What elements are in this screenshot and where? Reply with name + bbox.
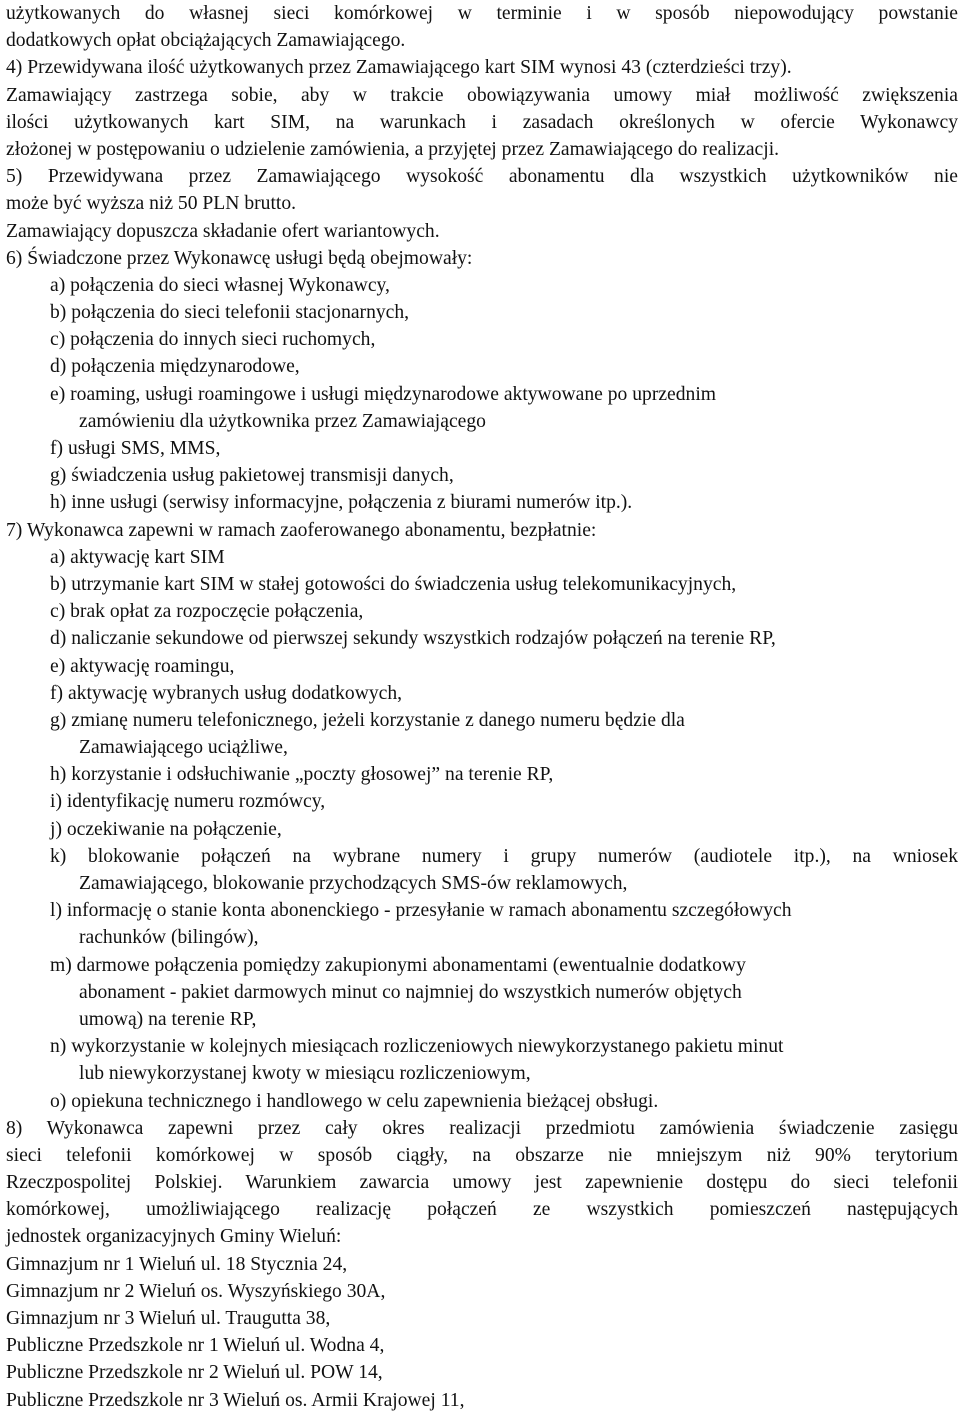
text-line: h) korzystanie i odsłuchiwanie „poczty głosowej” na terenie RP, <box>50 764 554 786</box>
text-line: e) aktywację roamingu, <box>50 655 235 677</box>
text-line: Zamawiający dopuszcza składanie ofert wariantowych. <box>6 220 440 242</box>
text-line: a) aktywację kart SIM <box>50 546 225 568</box>
text-line: ilości użytkowanych kart SIM, na warunkach i zasadach określonych w ofercie Wykonawcy <box>6 111 958 133</box>
text-line: lub niewykorzystanej kwoty w miesiącu rozliczeniowym, <box>79 1063 531 1085</box>
text-line: dodatkowych opłat obciążających Zamawiającego. <box>6 30 406 52</box>
text-line: 8) Wykonawca zapewni przez cały okres realizacji przedmiotu zamówienia świadczenie zasięgu <box>6 1117 958 1139</box>
text-line: j) oczekiwanie na połączenie, <box>50 818 282 840</box>
text-line: rachunków (bilingów), <box>79 927 259 949</box>
text-line: m) darmowe połączenia pomiędzy zakupionymi abonamentami (ewentualnie dodatkowy <box>50 954 746 976</box>
text-line: b) połączenia do sieci telefonii stacjonarnych, <box>50 302 410 324</box>
text-line: n) wykorzystanie w kolejnych miesiącach rozliczeniowych niewykorzystanego pakietu minut <box>50 1036 784 1058</box>
text-line: Publiczne Przedszkole nr 1 Wieluń ul. Wodna 4, <box>6 1335 385 1357</box>
text-line: g) świadczenia usług pakietowej transmisji danych, <box>50 465 454 487</box>
text-line: f) aktywację wybranych usług dodatkowych, <box>50 682 403 704</box>
text-line: l) informację o stanie konta abonenckiego - przesyłanie w ramach abonamentu szczegółowych <box>50 900 792 922</box>
text-line: jednostek organizacyjnych Gminy Wieluń: <box>6 1226 342 1248</box>
text-line: 4) Przewidywana ilość użytkowanych przez Zamawiającego kart SIM wynosi 43 (czterdzieści trzy). <box>6 57 792 79</box>
text-line: Rzeczpospolitej Polskiej. Warunkiem zawarcia umowy jest zapewnienie dostępu do sieci telefonii <box>6 1172 958 1194</box>
document-page <box>6 0 958 1414</box>
text-line: Zamawiającego uciążliwe, <box>79 737 288 759</box>
text-line: c) połączenia do innych sieci ruchomych, <box>50 329 376 351</box>
text-line: 5) Przewidywana przez Zamawiającego wysokość abonamentu dla wszystkich użytkowników nie <box>6 166 958 188</box>
text-line: może być wyższa niż 50 PLN brutto. <box>6 193 297 215</box>
text-line: Gimnazjum nr 2 Wieluń os. Wyszyńskiego 30A, <box>6 1280 386 1302</box>
text-line: sieci telefonii komórkowej w sposób ciągły, na obszarze nie mniejszym niż 90% terytorium <box>6 1144 958 1166</box>
text-line: Publiczne Przedszkole nr 2 Wieluń ul. POW 14, <box>6 1362 383 1384</box>
text-line: d) połączenia międzynarodowe, <box>50 356 300 378</box>
text-line: f) usługi SMS, MMS, <box>50 438 221 459</box>
text-line: Zamawiającego, blokowanie przychodzących SMS-ów reklamowych, <box>79 873 628 894</box>
text-line: umową) na terenie RP, <box>79 1008 257 1030</box>
text-line: Gimnazjum nr 1 Wieluń ul. 18 Stycznia 24, <box>6 1253 348 1275</box>
text-line: o) opiekuna technicznego i handlowego w celu zapewnienia bieżącej obsługi. <box>50 1090 659 1112</box>
text-line: i) identyfikację numeru rozmówcy, <box>50 791 326 813</box>
text-line: abonament - pakiet darmowych minut co najmniej do wszystkich numerów objętych <box>79 981 742 1003</box>
text-line: 7) Wykonawca zapewni w ramach zaoferowanego abonamentu, bezpłatnie: <box>6 519 597 541</box>
text-line: k) blokowanie połączeń na wybrane numery i grupy numerów (audiotele itp.), na wniosek <box>50 845 958 867</box>
text-line: komórkowej, umożliwiającego realizację połączeń ze wszystkich pomieszczeń następujących <box>6 1199 958 1221</box>
text-line: h) inne usługi (serwisy informacyjne, połączenia z biurami numerów itp.). <box>50 492 633 514</box>
text-line: użytkowanych do własnej sieci komórkowej w terminie i w sposób niepowodujący powstanie <box>6 3 958 24</box>
text-line: 6) Świadczone przez Wykonawcę usługi będą obejmowały: <box>6 247 473 269</box>
text-line: d) naliczanie sekundowe od pierwszej sekundy wszystkich rodzajów połączeń na terenie RP, <box>50 628 776 650</box>
text-line: c) brak opłat za rozpoczęcie połączenia, <box>50 601 364 623</box>
text-line: zamówieniu dla użytkownika przez Zamawiającego <box>79 410 486 432</box>
text-line: złożonej w postępowaniu o udzielenie zamówienia, a przyjętej przez Zamawiającego do realizacji. <box>6 138 780 160</box>
text-line: a) połączenia do sieci własnej Wykonawcy, <box>50 274 390 296</box>
text-line: Zamawiający zastrzega sobie, aby w trakcie obowiązywania umowy miał możliwość zwiększenia <box>6 84 958 106</box>
text-line: Publiczne Przedszkole nr 3 Wieluń os. Armii Krajowej 11, <box>6 1389 465 1411</box>
text-line: e) roaming, usługi roamingowe i usługi międzynarodowe aktywowane po uprzednim <box>50 383 717 405</box>
text-line: Gimnazjum nr 3 Wieluń ul. Traugutta 38, <box>6 1308 331 1329</box>
text-line: b) utrzymanie kart SIM w stałej gotowości do świadczenia usług telekomunikacyjnych, <box>50 573 737 595</box>
text-line: g) zmianę numeru telefonicznego, jeżeli korzystanie z danego numeru będzie dla <box>50 709 685 731</box>
